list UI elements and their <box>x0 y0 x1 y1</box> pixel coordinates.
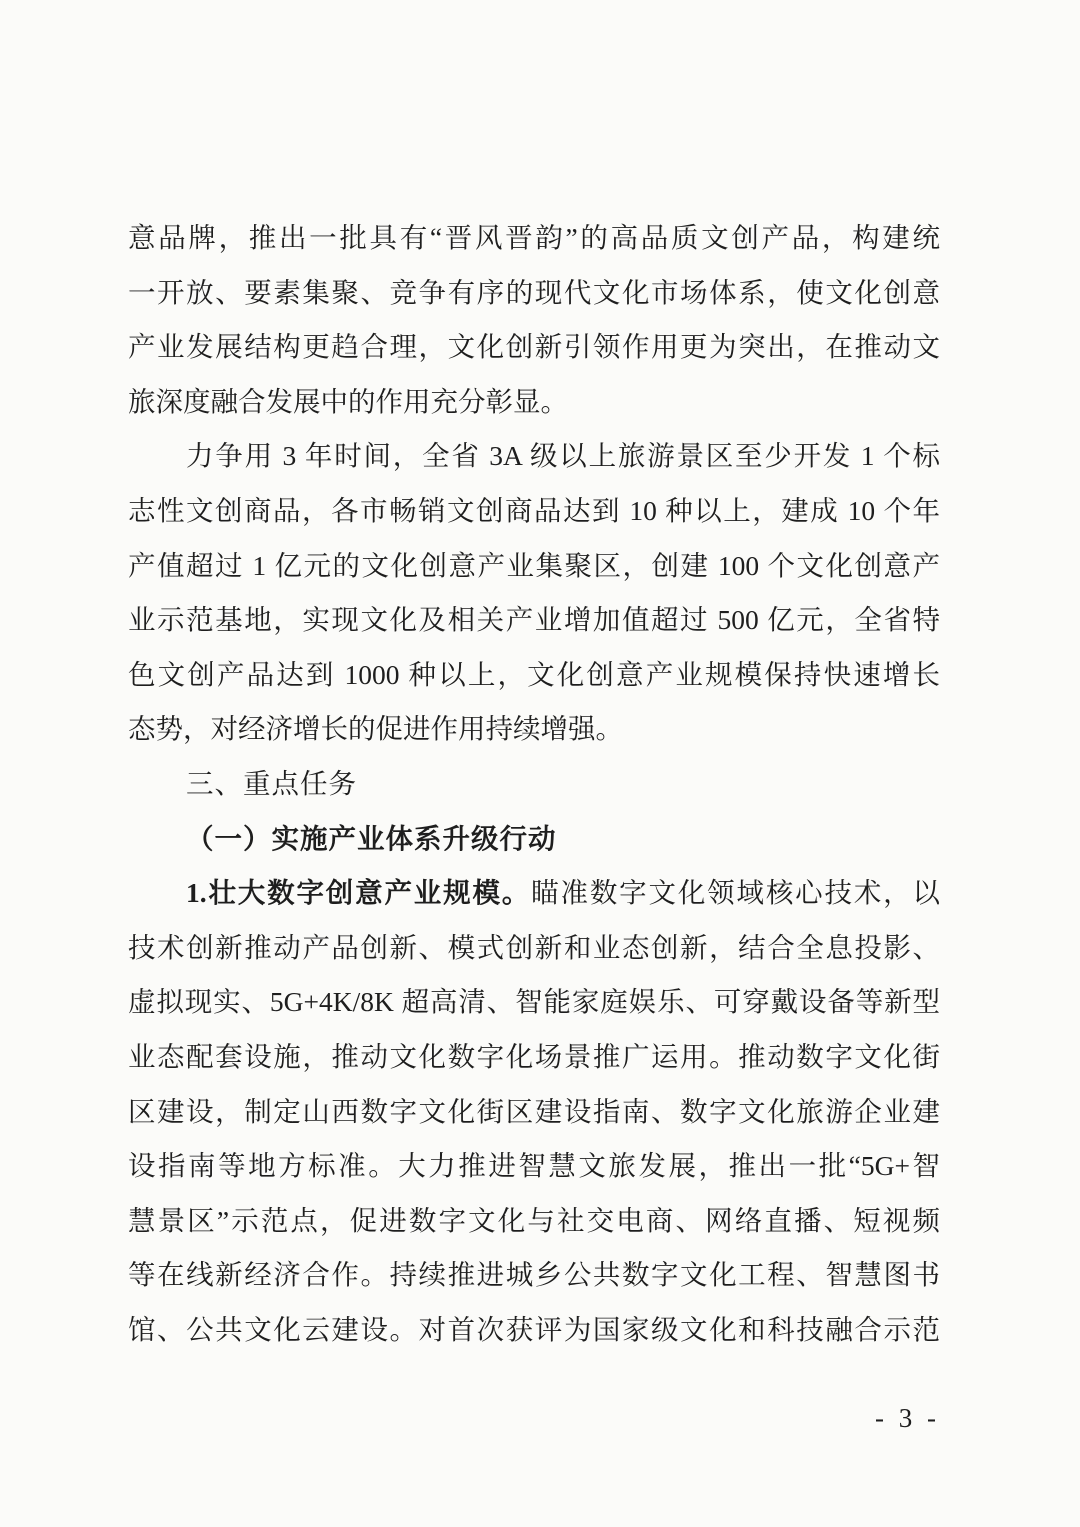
page-number: - 3 - <box>875 1403 940 1433</box>
paragraph-line: 慧景区”示范点，促进数字文化与社交电商、网络直播、短视频 <box>128 1204 940 1236</box>
paragraph-line: 等在线新经济合作。持续推进城乡公共数字文化工程、智慧图书 <box>128 1259 940 1291</box>
paragraph <box>128 211 940 429</box>
paragraph-line: 意品牌，推出一批具有“晋风晋韵”的高品质文创产品，构建统 <box>128 222 940 253</box>
paragraph-line: 业示范基地，实现文化及相关产业增加值超过 500 亿元，全省特 <box>128 604 940 636</box>
paragraph-line: 业态配套设施，推动文化数字化场景推广运用。推动数字文化街 <box>128 1040 940 1072</box>
section-heading: 三、重点任务 <box>186 767 357 799</box>
paragraph-line: 产值超过 1 亿元的文化创意产业集聚区，创建 100 个文化创意产 <box>128 549 940 581</box>
paragraph-line: 设指南等地方标准。大力推进智慧文旅发展，推出一批“5G+智 <box>128 1150 940 1182</box>
paragraph-line: 虚拟现实、5G+4K/8K 超高清、智能家庭娱乐、可穿戴设备等新型 <box>128 986 940 1018</box>
paragraph-line: 一开放、要素集聚、竞争有序的现代文化市场体系，使文化创意 <box>128 276 940 308</box>
item-title: 1.壮大数字创意产业规模。 <box>186 877 532 909</box>
item-text: 瞄准数字文化领域核心技术，以 <box>531 877 941 909</box>
body-text <box>128 211 940 1357</box>
paragraph-line: 技术创新推动产品创新、模式创新和业态创新，结合全息投影、 <box>128 931 940 963</box>
paragraph-line: 态势，对经济增长的促进作用持续增强。 <box>128 713 623 745</box>
paragraph <box>128 866 940 1357</box>
paragraph <box>128 429 940 757</box>
paragraph-line: 力争用 3 年时间，全省 3A 级以上旅游景区至少开发 1 个标 <box>186 440 940 472</box>
paragraph-line: 馆、公共文化云建设。对首次获评为国家级文化和科技融合示范 <box>128 1313 940 1345</box>
paragraph-line: 色文创产品达到 1000 种以上，文化创意产业规模保持快速增长 <box>128 658 940 690</box>
paragraph-line: 区建设，制定山西数字文化街区建设指南、数字文化旅游企业建 <box>128 1095 940 1127</box>
paragraph-line: 志性文创商品，各市畅销文创商品达到 10 种以上，建成 10 个年 <box>128 494 940 526</box>
subsection-heading: （一）实施产业体系升级行动 <box>186 822 557 854</box>
paragraph-line: 旅深度融合发展中的作用充分彰显。 <box>128 385 568 417</box>
paragraph-line <box>128 866 940 921</box>
paragraph-line: 产业发展结构更趋合理，文化创新引领作用更为突出，在推动文 <box>128 331 940 363</box>
